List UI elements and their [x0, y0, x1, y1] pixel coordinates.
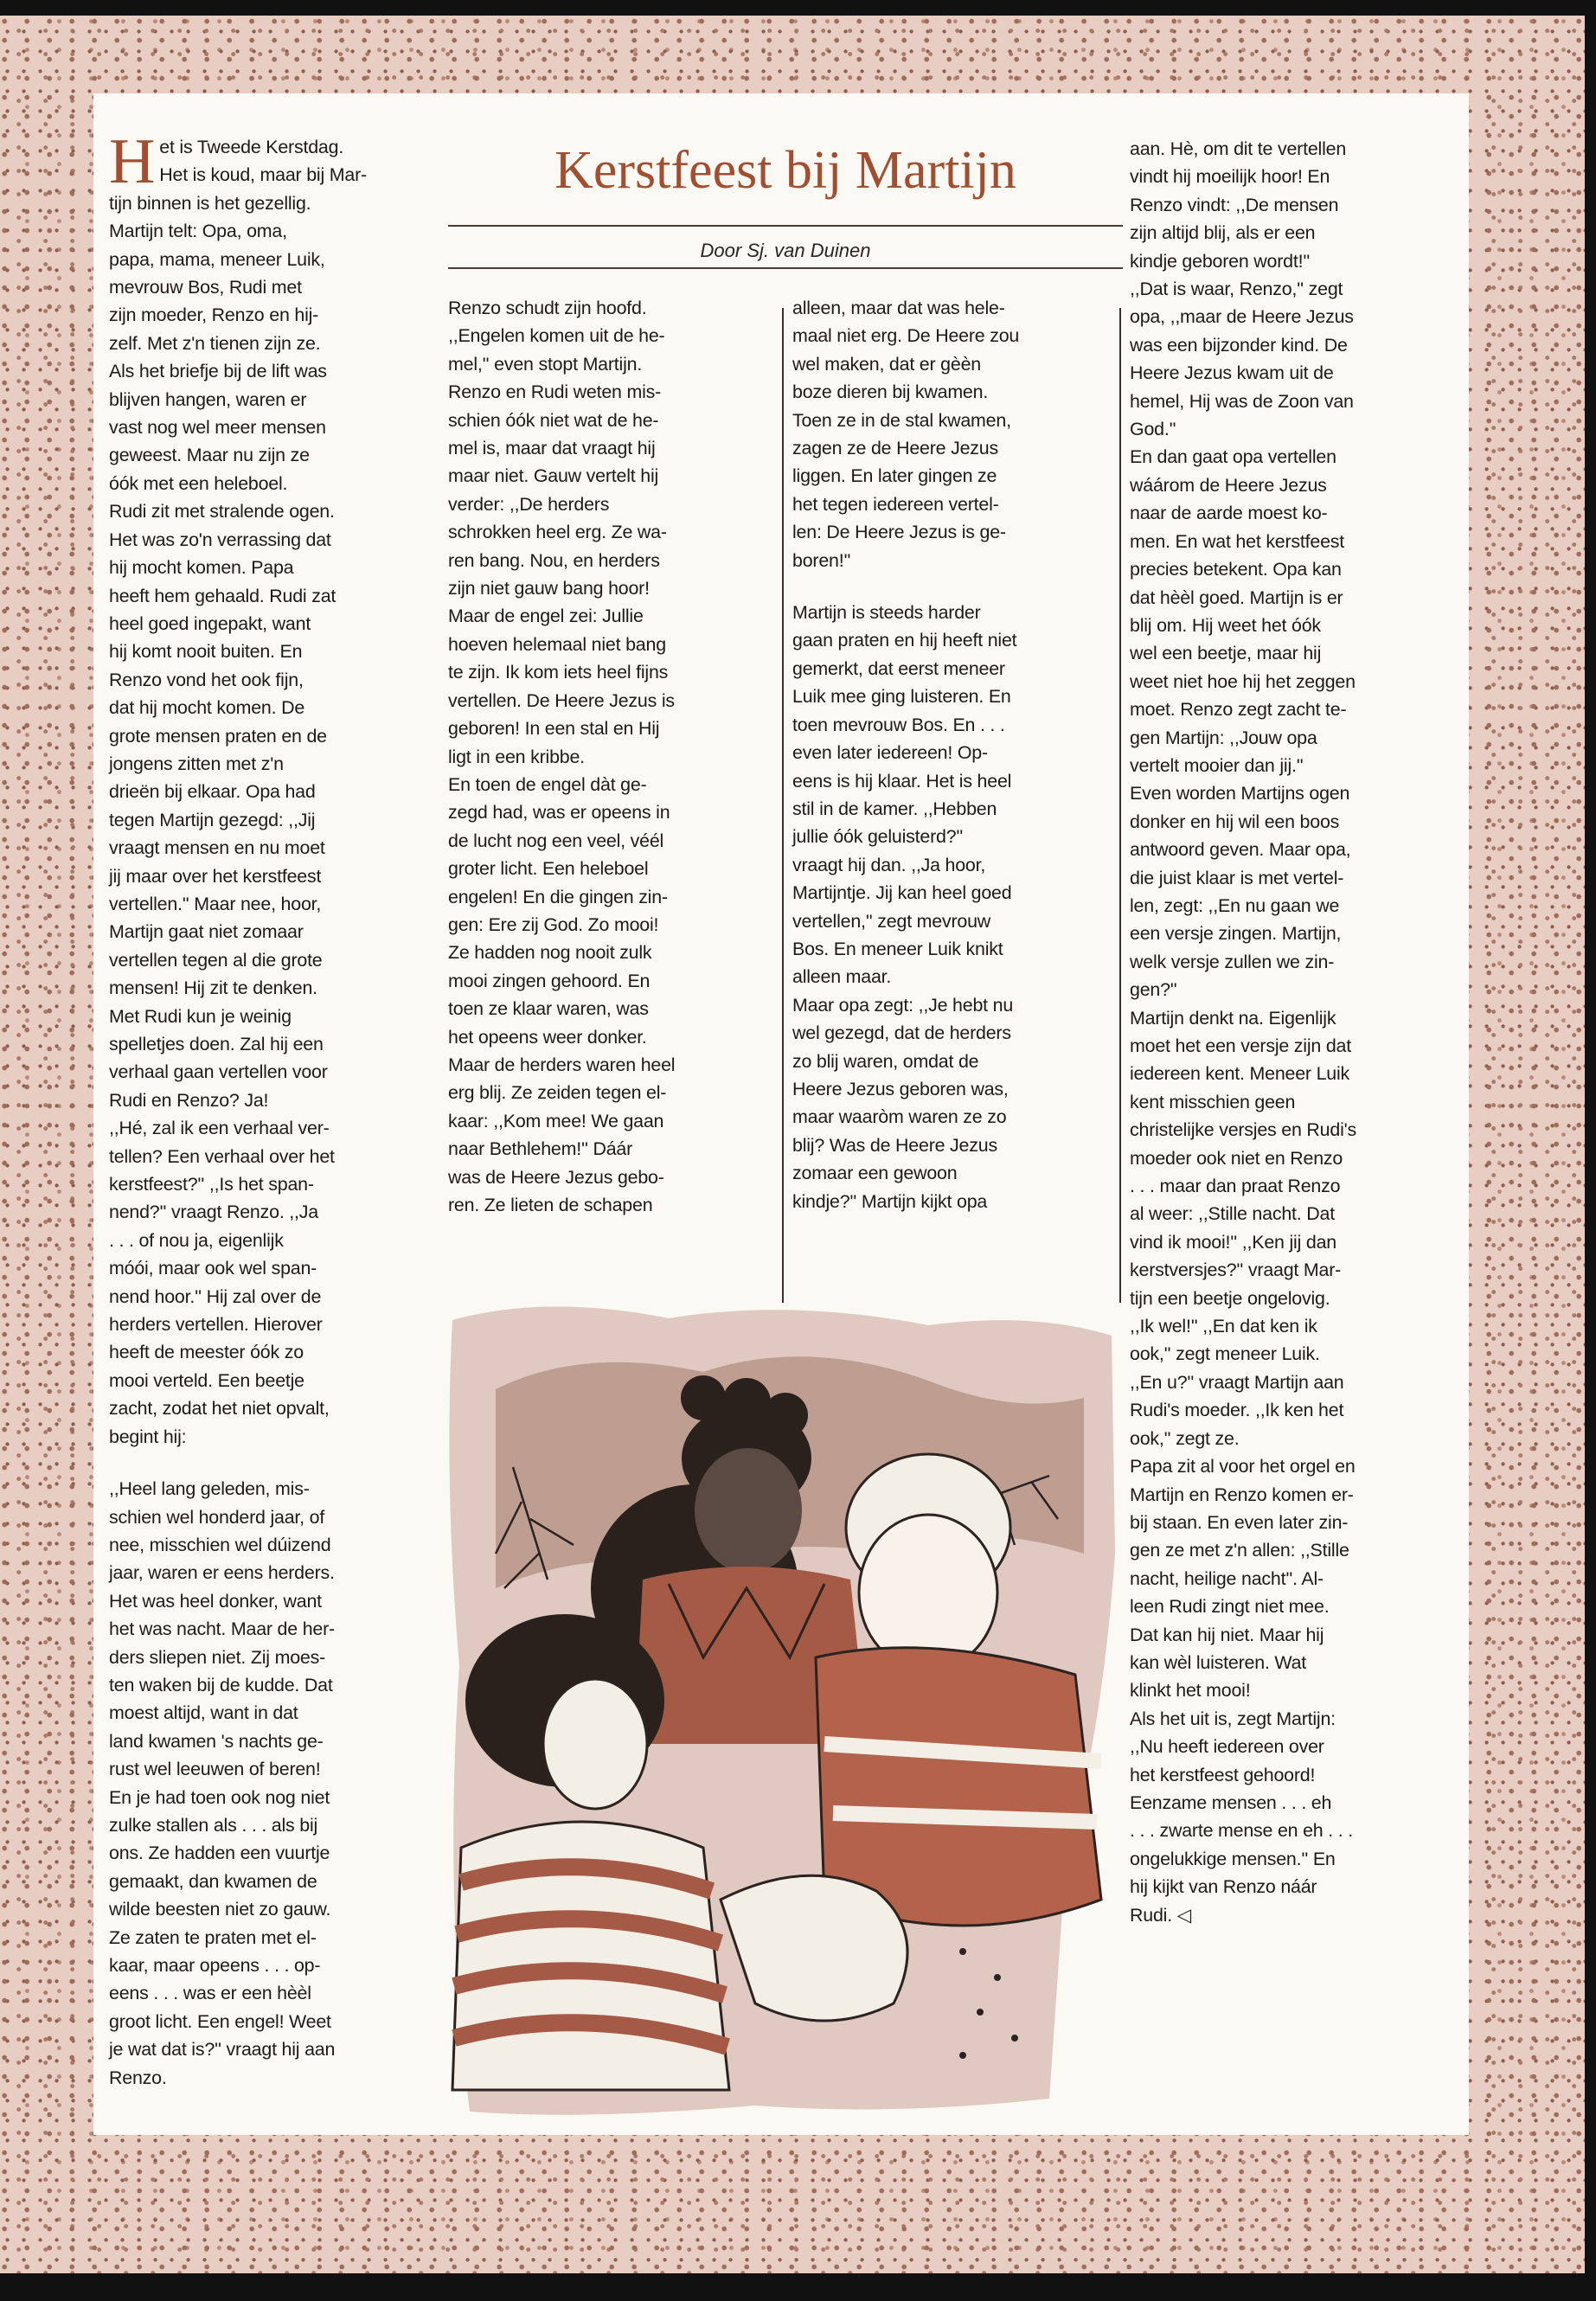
paragraph-1 [109, 126, 420, 1451]
article-panel [93, 93, 1469, 2135]
article-column-2 [448, 294, 784, 1219]
paragraph-4: alleen, maar dat was hele- maal niet erg. De Heere zou wel maken, dat er gèèn boze dieren bij kwamen. Toen ze in de stal kwamen, zagen ze de Heere Jezus liggen. En later gingen ze het tegen iedereen vertel- len: De Heere Jezus is ge- boren!'' [792, 298, 1020, 571]
paragraph-6: aan. Hè, om dit te vertellen vindt hij moeilijk hoor! En Renzo vindt: ,,De mensen zijn altijd blij, als er een kindje geboren wordt!'' ,,Dat is waar, Renzo,'' zegt opa, ,,maar de Heere Jezus was een bijzonder kind. De Heere Jezus kwam uit de hemel, Hij was de Zoon van God.'' En dan gaat opa vertellen wáárom de Heere Jezus naar de aarde moest ko- men. En wat het kerstfeest precies betekent. Opa kan dat hèèl goed. Martijn is er blij om. Hij weet het óók wel een beetje, maar hij weet niet hoe hij het zeggen moet. Renzo zegt zacht te- gen Martijn: ,,Jouw opa vertelt mooier dan jij.'' Even worden Martijns ogen donker en hij wil een boos antwoord geven. Maar opa, die juist klaar is met vertel- len, zegt: ,,En nu gaan we een versje zingen. Martijn, welk versje zullen we zin- gen?'' Martijn denkt na. Eigenlijk moet het een versje zijn dat iedereen kent. Meneer Luik kent misschien geen christelijke versjes en Rudi's moeder ook niet en Renzo . . . maar dan praat Renzo al weer: ,,Stille nacht. Dat vind ik mooi!'' ,,Ken jij dan kerstversjes?'' vraagt Mar- tijn een beetje ongelovig. ,,Ik wel!'' ,,En dat ken ik ook,'' zegt meneer Luik. ,,En u?'' vraagt Martijn aan Rudi's moeder. ,,Ik ken het ook,'' zegt ze. Papa zit al voor het orgel en Martijn en Renzo komen er- bij staan. En even later zin- gen ze met z'n allen: ,,Stille nacht, heilige nacht''. Al- leen Rudi zingt niet mee. Dat kan hij niet. Maar hij kan wèl luisteren. Wat klinkt het mooi! Als het uit is, zegt Martijn: ,,Nu heeft iedereen over het kerstfeest gehoord! Eenzame mensen . . . eh . . . zwarte mense en eh . . . ongelukkige mensen.'' En hij kijkt van Renzo náár Rudi. ◁ [1130, 138, 1356, 1926]
column-divider [1119, 308, 1121, 1303]
article-column-3 [792, 294, 1123, 1215]
article-column-4 [1130, 135, 1457, 1929]
article-column-1 [109, 126, 420, 2092]
children-illustration [444, 1294, 1119, 2125]
drop-cap: H [109, 126, 156, 197]
title-rule-top [448, 225, 1123, 227]
article-byline: Door Sj. van Duinen [700, 240, 871, 261]
column-divider [782, 308, 784, 1303]
article-title: Kerstfeest bij Martijn [554, 141, 1016, 200]
leopard-print-border [0, 16, 1585, 2273]
title-rule-bottom [448, 267, 1123, 269]
paragraph-3: Renzo schudt zijn hoofd. ,,Engelen komen uit de he- mel,'' even stopt Martijn. Renzo en Rudi weten mis- schien óók niet wat de he- mel is, maar dat vraagt hij maar niet. Gauw vertelt hij verder: ,,De herders schrokken heel erg. Ze wa- ren bang. Nou, en herders zijn niet gauw bang hoor! Maar de engel zei: Jullie hoeven helemaal niet bang te zijn. Ik kom iets heel fijns vertellen. De Heere Jezus is geboren! In een stal en Hij ligt in een kribbe. En toen de engel dàt ge- zegd had, was er opeens in de lucht nog een veel, véél groter licht. Een heleboel engelen! En die gingen zin- gen: Ere zij God. Zo mooi! Ze hadden nog nooit zulk mooi zingen gehoord. En toen ze klaar waren, was het opeens weer donker. Maar de herders waren heel erg blij. Ze zeiden tegen el- kaar: ,,Kom mee! We gaan naar Bethlehem!'' Dáár was de Heere Jezus gebo- ren. Ze lieten de schapen [448, 298, 676, 1215]
paragraph-5: Martijn is steeds harder gaan praten en hij heeft niet gemerkt, dat eerst meneer Luik mee ging luisteren. En toen mevrouw Bos. En . . . even later iedereen! Op- eens is hij klaar. Het is heel stil in de kamer. ,,Hebben jullie óók geluisterd?'' vraagt hij dan. ,,Ja hoor, Martijntje. Jij kan heel goed vertellen,'' zegt mevrouw Bos. En meneer Luik knikt alleen maar. Maar opa zegt: ,,Je hebt nu wel gezegd, dat de herders zo blij waren, omdat de Heere Jezus geboren was, maar waaròm waren ze zo blij? Was de Heere Jezus zomaar een gewoon kindje?'' Martijn kijkt opa [792, 602, 1017, 1212]
paragraph-1-text: et is Tweede Kerstdag. Het is koud, maar bij Mar- tijn binnen is het gezellig. Martijn telt: Opa, oma, papa, mama, meneer Luik, mevrouw Bos, Rudi met zijn moeder, Renzo en hij- zelf. Met z'n tienen zijn ze. Als het briefje bij de lift was blijven hangen, waren er vast nog wel meer mensen geweest. Maar nu zijn ze óók met een heleboel. Rudi zit met stralende ogen. Het was zo'n verrassing dat hij mocht komen. Papa heeft hem gehaald. Rudi zat heel goed ingepakt, want hij komt nooit buiten. En Renzo vond het ook fijn, dat hij mocht komen. De grote mensen praten en de jongens zitten met z'n drieën bij elkaar. Opa had tegen Martijn gezegd: ,,Jij vraagt mensen en nu moet jij maar over het kerstfeest vertellen.'' Maar nee, hoor, Martijn gaat niet zomaar vertellen tegen al die grote mensen! Hij zit te denken. Met Rudi kun je weinig spelletjes doen. Zal hij een verhaal gaan vertellen voor Rudi en Renzo? Ja! ,,Hé, zal ik een verhaal ver- tellen? Een verhaal over het kerstfeest?'' ,,Is het span- nend?'' vraagt Renzo. ,,Ja . . . of nou ja, eigenlijk móói, maar ook wel span- nend hoor.'' Hij zal over de herders vertellen. Hierover heeft de meester óók zo mooi verteld. Een beetje zacht, zodat het niet opvalt, begint hij: [109, 137, 367, 1447]
paragraph-2: ,,Heel lang geleden, mis- schien wel honderd jaar, of nee, misschien wel dúizend jaar, waren er eens herders. Het was heel donker, want het was nacht. Maar de her- ders sliepen niet. Zij moes- ten waken bij de kudde. Dat moest altijd, want in dat land kwamen 's nachts ge- rust wel leeuwen of beren! En je had toen ook nog niet zulke stallen als . . . als bij ons. Ze hadden een vuurtje gemaakt, dan kwamen de wilde beesten niet zo gauw. Ze zaten te praten met el- kaar, maar opeens . . . op- eens . . . was er een hèèl groot licht. Een engel! Weet je wat dat is?'' vraagt hij aan Renzo. [109, 1478, 336, 2088]
